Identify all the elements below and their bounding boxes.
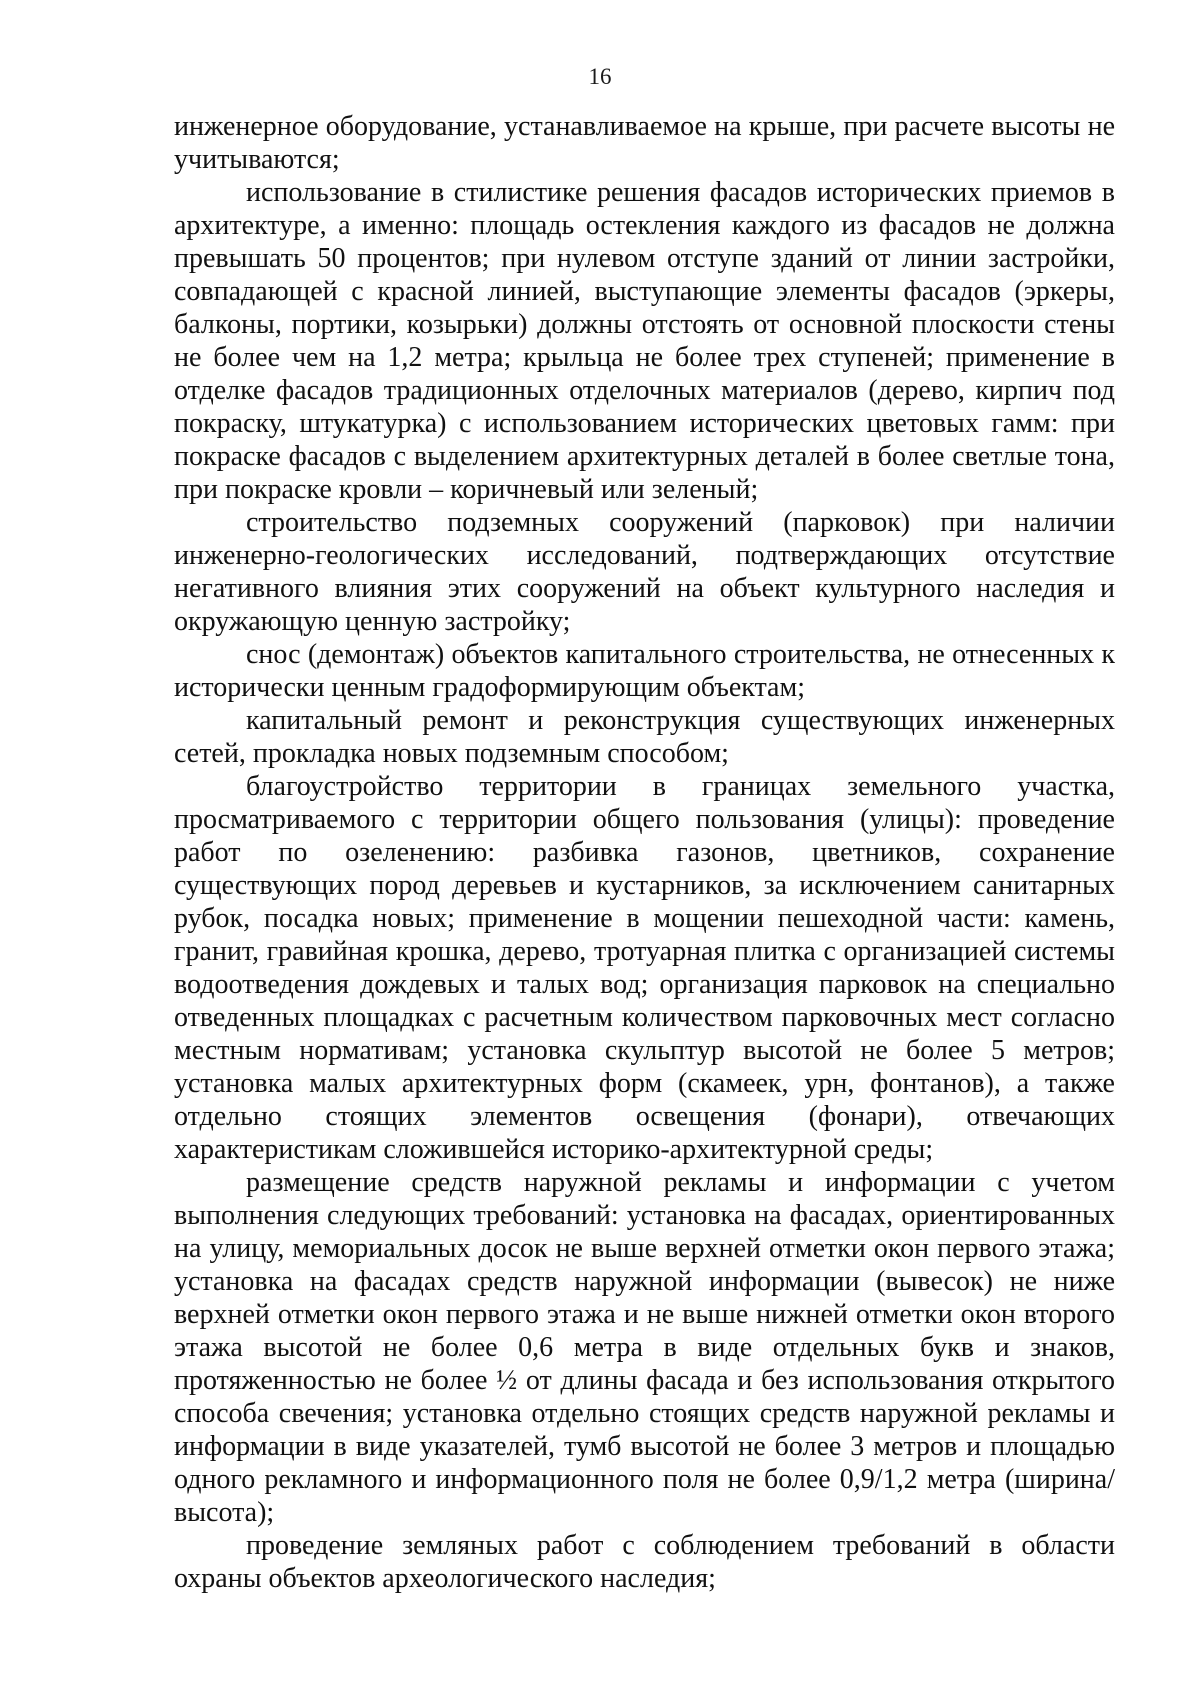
paragraph-continuation: инженерное оборудование, устанавливаемое на крыше, при расчете высоты не учитываются; (174, 111, 1115, 175)
paragraph-advertising: размещение средств наружной рекламы и информации с учетом выполнения следующих требований: установка на фасадах, ориентированных на улицу, мемориальных досок не выше верхней отметки окон первого этажа; установка на фасадах средств наружной информации (вывесок) не ниже верхней отметки окон первого этажа и не выше нижней отметки окон второго этажа высотой не более 0,6 метра в виде отдельных букв и знаков, протяженностью не более ½ от длины фасада и без использования открытого способа свечения; установка отдельно стоящих средств наружной рекламы и информации в виде указателей, тумб высотой не более 3 метров и площадью одного рекламного и информационного поля не более 0,9/1,2 метра (ширина/высота); (174, 1167, 1115, 1528)
paragraph-facade-style: использование в стилистике решения фасадов исторических приемов в архитектуре, а именно: площадь остекления каждого из фасадов не должна превышать 50 процентов; при нулевом отступе зданий от линии застройки, совпадающей с красной линией, выступающие элементы фасадов (эркеры, балконы, портики, козырьки) должны отстоять от основной плоскости стены не более чем на 1,2 метра; крыльца не более трех ступеней; применение в отделке фасадов традиционных отделочных материалов (дерево, кирпич под покраску, штукатурка) с использованием исторических цветовых гамм: при покраске фасадов с выделением архитектурных деталей в более светлые тона, при покраске кровли – коричневый или зеленый; (174, 177, 1115, 505)
paragraph-engineering-networks: капитальный ремонт и реконструкция существующих инженерных сетей, прокладка новых подземным способом; (174, 705, 1115, 769)
paragraph-demolition: снос (демонтаж) объектов капитального строительства, не отнесенных к исторически ценным градоформирующим объектам; (174, 639, 1115, 703)
paragraph-underground-construction: строительство подземных сооружений (парковок) при наличии инженерно-геологических исследований, подтверждающих отсутствие негативного влияния этих сооружений на объект культурного наследия и окружающую ценную застройку; (174, 507, 1115, 637)
paragraph-earthworks: проведение земляных работ с соблюдением требований в области охраны объектов археологического наследия; (174, 1530, 1115, 1594)
page-number: 16 (588, 64, 612, 89)
paragraph-landscaping: благоустройство территории в границах земельного участка, просматриваемого с территории общего пользования (улицы): проведение работ по озеленению: разбивка газонов, цветников, сохранение существующих пород деревьев и кустарников, за исключением санитарных рубок, посадка новых; применение в мощении пешеходной части: камень, гранит, гравийная крошка, дерево, тротуарная плитка с организацией системы водоотведения дождевых и талых вод; организация парковок на специально отведенных площадках с расчетным количеством парковочных мест согласно местным нормативам; установка скульптур высотой не более 5 метров; установка малых архитектурных форм (скамеек, урн, фонтанов), а также отдельно стоящих элементов освещения (фонари), отвечающих характеристикам сложившейся историко-архитектурной среды; (174, 771, 1115, 1165)
document-body (174, 110, 1115, 1595)
